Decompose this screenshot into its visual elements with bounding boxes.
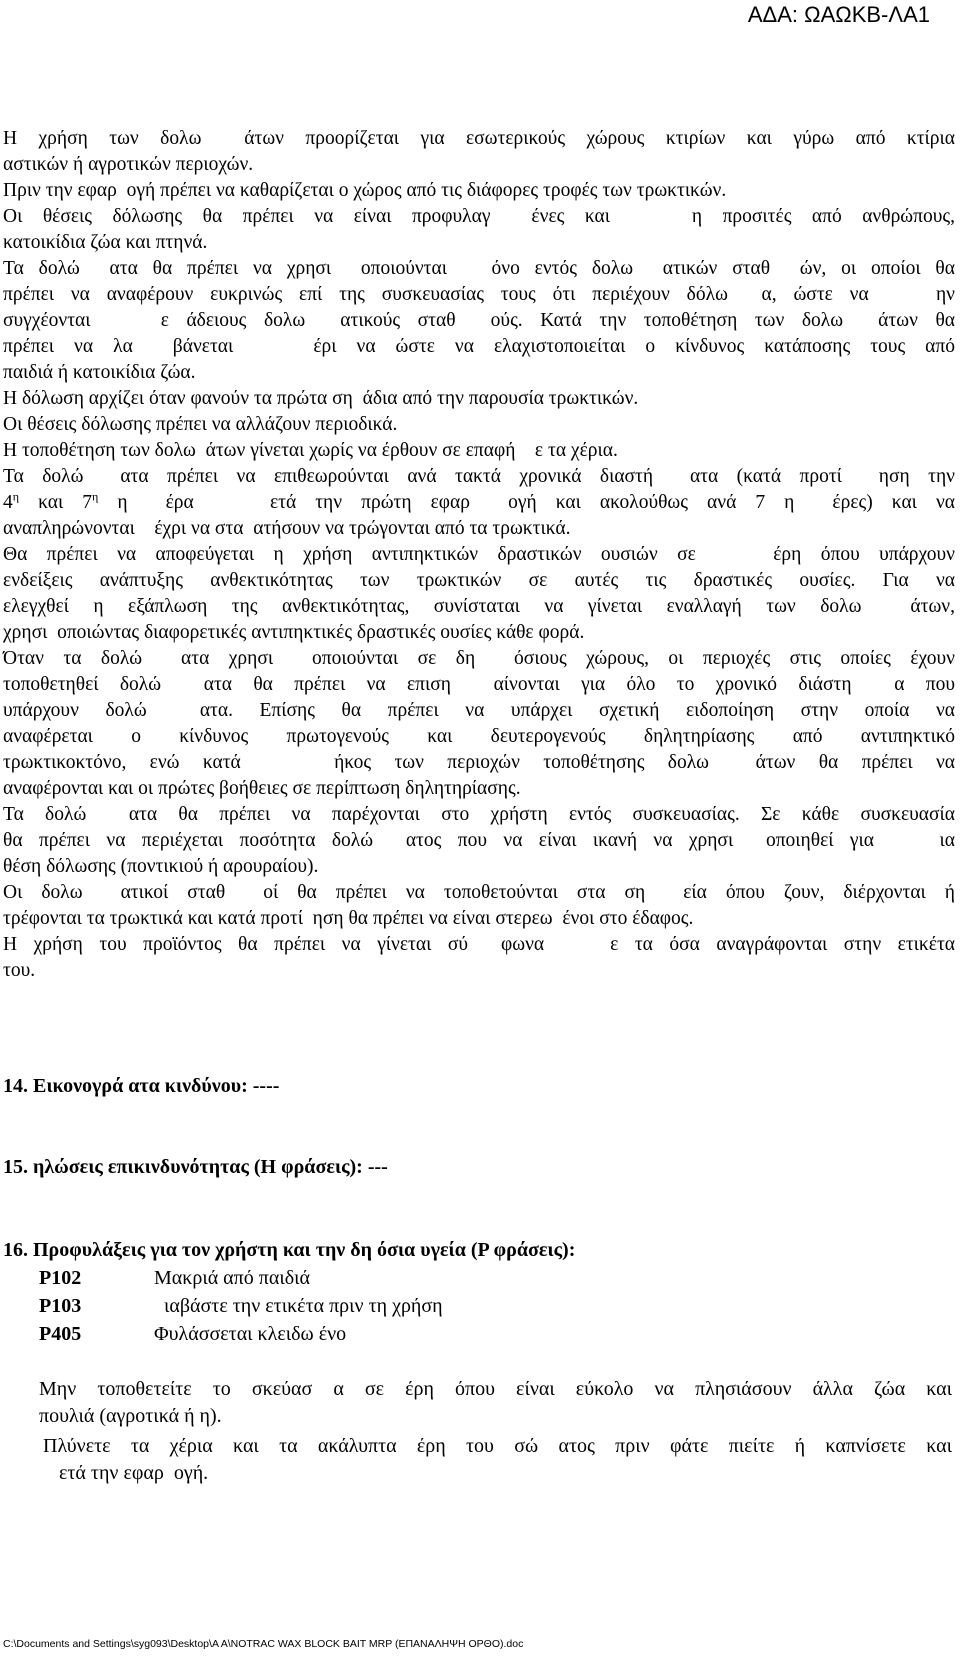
body-line: Η χρήση του προϊόντος θα πρέπει να γίνεται σύ φωνα ε τα όσα αναγράφονται στην ετικέτα — [3, 934, 955, 955]
body-line: θέση δόλωσης (ποντικιού ή αρουραίου). — [3, 856, 319, 877]
note-line-4: ετά την εφαρ ογή. — [39, 1462, 209, 1484]
p-code: P103 — [39, 1295, 82, 1317]
body-line: Οι δολω ατικοί σταθ οί θα πρέπει να τοποθετούνται στα ση εία όπου ζουν, διέρχονται ή — [3, 882, 955, 903]
body-line: Η τοποθέτηση των δολω άτων γίνεται χωρίς να έρθουν σε επαφή ε τα χέρια. — [3, 440, 618, 461]
body-line: Θα πρέπει να αποφεύγεται η χρήση αντιπηκτικών δραστικών ουσιών σε έρη όπου υπάρχουν — [3, 544, 955, 565]
section-14-heading: 14. Εικονογρά ατα κινδύνου: ---- — [3, 1075, 280, 1097]
body-line: πρέπει να λα βάνεται έρι να ώστε να ελαχιστοποιείται ο κίνδυνος κατάποσης τους από — [3, 336, 955, 357]
schedule-mid: και 7 — [19, 492, 92, 513]
document-body — [0, 126, 960, 984]
p-statement-p103 — [39, 1295, 443, 1318]
body-line: θα πρέπει να περιέχεται ποσότητα δολώ ατος που να είναι ικανή να χρησι οποιηθεί για ια — [3, 830, 955, 851]
schedule-sup2: η — [92, 490, 99, 504]
body-line: κατοικίδια ζώα και πτηνά. — [3, 232, 208, 253]
body-line: αναφέρεται ο κίνδυνος πρωτογενούς και δευτερογενούς δηλητηρίασης από αντιπηκτικό — [3, 726, 955, 747]
body-line: Πριν την εφαρ ογή πρέπει να καθαρίζεται ο χώρος από τις διάφορες τροφές των τρωκτικών. — [3, 180, 727, 201]
body-line: συγχέονται ε άδειους δολω ατικούς σταθ ούς. Κατά την τοποθέτηση των δολω άτων θα — [3, 310, 955, 331]
body-line: παιδιά ή κατοικίδια ζώα. — [3, 362, 196, 383]
p-statement-p102 — [39, 1267, 310, 1290]
section-16-heading: 16. Προφυλάξεις για τον χρήστη και την δη όσια υγεία (Ρ φράσεις): — [3, 1239, 576, 1261]
body-line: αναφέρονται και οι πρώτες βοήθειες σε περίπτωση δηλητηρίασης. — [3, 778, 521, 799]
body-line: αστικών ή αγροτικών περιοχών. — [3, 154, 254, 175]
body-line: Οι θέσεις δόλωσης θα πρέπει να είναι προφυλαγ ένες και η προσιτές από ανθρώπους, — [3, 206, 955, 227]
body-line-day-schedule — [0, 490, 955, 516]
section-15-heading: 15. ηλώσεις επικινδυνότητας (Η φράσεις): --- — [3, 1156, 388, 1178]
body-line: Οι θέσεις δόλωσης πρέπει να αλλάζουν περιοδικά. — [3, 414, 398, 435]
p-text: ιαβάστε την ετικέτα πριν τη χρήση — [154, 1295, 443, 1317]
schedule-sup1: η — [12, 490, 20, 504]
body-line: Η δόλωση αρχίζει όταν φανούν τα πρώτα ση άδια από την παρουσία τρωκτικών. — [3, 388, 639, 409]
body-line: τοποθετηθεί δολώ ατα θα πρέπει να επιση αίνονται για όλο το χρονικό διάστη α που — [3, 674, 955, 695]
body-line: Η χρήση των δολω άτων προορίζεται για εσωτερικούς χώρους κτιρίων και γύρω από κτίρια — [3, 128, 955, 149]
schedule-n1: 4 — [3, 492, 13, 513]
body-line: χρησι οποιώντας διαφορετικές αντιπηκτικές δραστικές ουσίες κάθε φορά. — [3, 622, 585, 643]
body-line: ελεγχθεί η εξάπλωση της ανθεκτικότητας, συνίσταται να γίνεται εναλλαγή των δολω άτων, — [3, 596, 955, 617]
p-statement-p405 — [39, 1323, 346, 1346]
p-text: Μακριά από παιδιά — [154, 1267, 310, 1289]
ada-header: ΑΔΑ: ΩΑΩΚΒ-ΛΑ1 — [747, 2, 930, 27]
body-line: του. — [3, 960, 36, 981]
body-line: Τα δολώ ατα θα πρέπει να χρησι οποιούνται όνο εντός δολω ατικών σταθ ών, οι οποίοι θα — [3, 258, 955, 279]
body-line: τρέφονται τα τρωκτικά και κατά προτί ηση θα πρέπει να είναι στερεω ένοι στο έδαφος. — [3, 908, 694, 929]
body-line: Τα δολώ ατα θα πρέπει να παρέχονται στο χρήστη εντός συσκευασίας. Σε κάθε συσκευασία — [3, 804, 955, 825]
body-line: αναπληρώνονται έχρι να στα ατήσουν να τρώγονται από τα τρωκτικά. — [3, 518, 571, 539]
schedule-rest: η έρα ετά την πρώτη εφαρ ογή και ακολούθως ανά 7 η έρες) και να — [98, 492, 955, 513]
note-line-1: Μην τοποθετείτε το σκεύασ α σε έρη όπου είναι εύκολο να πλησιάσουν άλλα ζώα και — [39, 1378, 952, 1400]
body-line: υπάρχουν δολώ ατα. Επίσης θα πρέπει να υπάρχει σχετική ειδοποίηση στην οποία να — [3, 700, 955, 721]
body-line: πρέπει να αναφέρουν ευκρινώς επί της συσκευασίας τους ότι περιέχουν δόλω α, ώστε να ην — [3, 284, 955, 305]
note-line-2: πουλιά (αγροτικά ή η). — [39, 1405, 222, 1427]
p-code: P405 — [39, 1323, 82, 1345]
note-line-3: Πλύνετε τα χέρια και τα ακάλυπτα έρη του σώ ατος πριν φάτε πιείτε ή καπνίσετε και — [43, 1435, 952, 1457]
body-line: Τα δολώ ατα πρέπει να επιθεωρούνται ανά τακτά χρονικά διαστή ατα (κατά προτί ηση την — [3, 466, 955, 487]
body-line: ενδείξεις ανάπτυξης ανθεκτικότητας των τρωκτικών σε αυτές τις δραστικές ουσίες. Για να — [3, 570, 955, 591]
body-line: Όταν τα δολώ ατα χρησι οποιούνται σε δη όσιους χώρους, οι περιοχές στις οποίες έχουν — [3, 648, 955, 669]
p-text: Φυλάσσεται κλειδω ένο — [154, 1323, 347, 1345]
body-line: τρωκτικοκτόνο, ενώ κατά ήκος των περιοχών τοποθέτησης δολω άτων θα πρέπει να — [3, 752, 955, 773]
p-code: P102 — [39, 1267, 82, 1289]
file-path-footer: C:\Documents and Settings\syg093\Desktop\Α Α\NOTRAC WAX BLOCK BAIT MRP (ΕΠΑΝΑΛΗΨΗ ΟΡΘΟ).doc — [3, 1638, 524, 1650]
